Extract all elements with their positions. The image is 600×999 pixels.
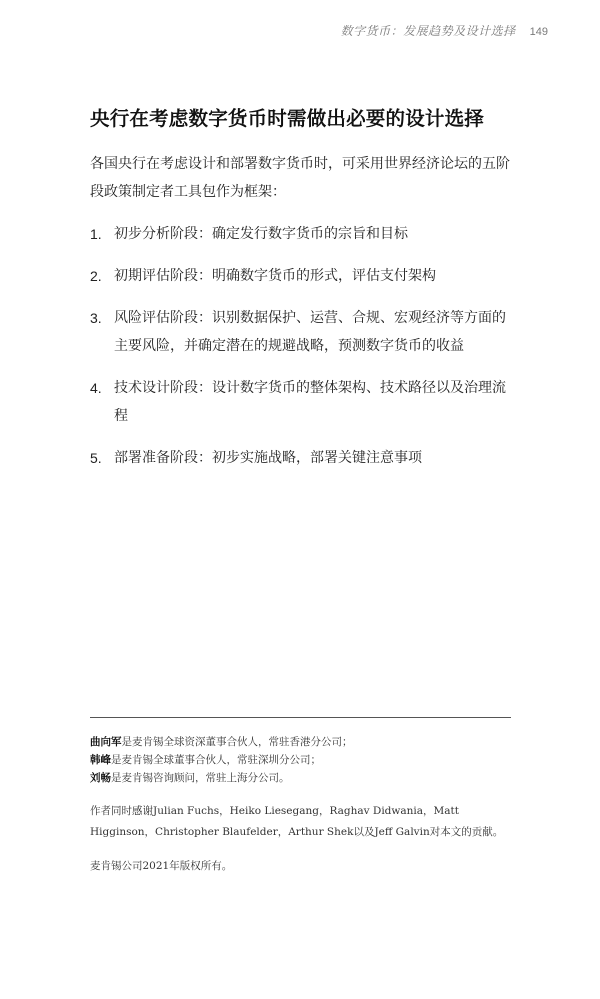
running-head bbox=[341, 22, 548, 39]
list-item-number: 4. bbox=[90, 380, 102, 396]
list-item-text: 技术设计阶段：设计数字货币的整体架构、技术路径以及治理流程 bbox=[114, 380, 506, 424]
list-item-number: 5. bbox=[90, 450, 102, 466]
list-item bbox=[90, 444, 515, 472]
page-number: 149 bbox=[529, 26, 548, 38]
list-item-text: 部署准备阶段：初步实施战略，部署关键注意事项 bbox=[114, 450, 422, 466]
author-name: 韩峰 bbox=[90, 754, 111, 766]
author-note bbox=[90, 751, 515, 769]
author-description: 是麦肯锡全球资深董事合伙人，常驻香港分公司； bbox=[121, 736, 353, 748]
list-item-number: 1. bbox=[90, 226, 102, 242]
section-heading: 央行在考虑数字货币时需做出必要的设计选择 bbox=[90, 107, 485, 130]
list-item-text: 初步分析阶段：确定发行数字货币的宗旨和目标 bbox=[114, 226, 408, 242]
author-description: 是麦肯锡咨询顾问，常驻上海分公司。 bbox=[111, 772, 290, 784]
list-item-text: 风险评估阶段：识别数据保护、运营、合规、宏观经济等方面的主要风险，并确定潜在的规避战略，预测数字货币的收益 bbox=[114, 310, 506, 354]
copyright-notice: 麦肯锡公司2021年版权所有。 bbox=[90, 860, 233, 872]
list-item bbox=[90, 220, 515, 248]
list-item bbox=[90, 374, 515, 430]
main-content bbox=[90, 104, 515, 486]
list-item bbox=[90, 262, 515, 290]
intro-paragraph: 各国央行在考虑设计和部署数字货币时，可采用世界经济论坛的五阶段政策制定者工具包作为框架： bbox=[90, 156, 510, 200]
list-item-number: 3. bbox=[90, 310, 102, 326]
list-item-number: 2. bbox=[90, 268, 102, 284]
author-name: 曲向军 bbox=[90, 736, 122, 748]
author-note bbox=[90, 769, 515, 787]
list-item bbox=[90, 304, 515, 360]
stages-list bbox=[90, 220, 515, 472]
acknowledgement: 作者同时感谢Julian Fuchs，Heiko Liesegang，Raghav Didwania，Matt Higginson，Christopher Blaufelder，Arthur Shek以及Jeff Galvin对本文的贡献。 bbox=[90, 805, 504, 838]
footnote-divider bbox=[90, 717, 511, 718]
footnotes bbox=[90, 733, 515, 875]
list-item-text: 初期评估阶段：明确数字货币的形式，评估支付架构 bbox=[114, 268, 436, 284]
author-note bbox=[90, 733, 515, 751]
running-head-title: 数字货币：发展趋势及设计选择 bbox=[340, 24, 516, 38]
author-name: 刘畅 bbox=[90, 772, 111, 784]
author-description: 是麦肯锡全球董事合伙人，常驻深圳分公司； bbox=[111, 754, 321, 766]
